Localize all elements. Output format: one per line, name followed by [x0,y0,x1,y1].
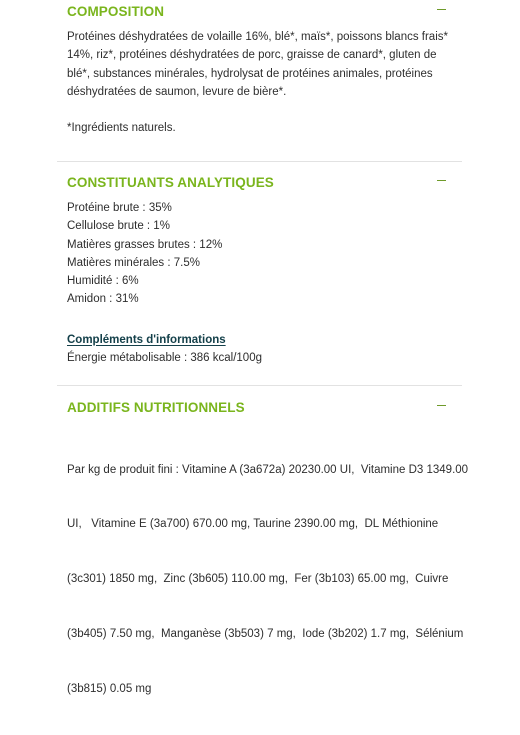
constituant-item: Amidon : 31% [67,293,139,306]
collapse-minus-icon[interactable] [437,9,446,10]
section-divider [57,161,462,162]
composition-body [57,28,462,137]
additifs-line: Par kg de produit fini : Vitamine A (3a672a) 20230.00 UI, Vitamine D3 1349.00 [67,463,469,476]
section-divider [57,385,462,386]
complements-text: Énergie métabolisable : 386 kcal/100g [67,352,262,365]
constituants-header[interactable] [57,171,462,197]
constituants-section [57,171,462,367]
constituant-item: Protéine brute : 35% [67,202,172,214]
composition-title: COMPOSITION [67,4,165,19]
collapse-minus-icon[interactable] [437,405,446,406]
constituants-body [57,199,462,367]
additifs-section [57,396,469,735]
additifs-body [57,424,469,735]
composition-line: déshydratées de saumon, levure de bière*. [67,85,287,98]
constituants-title: CONSTITUANTS ANALYTIQUES [67,175,274,190]
composition-note: *Ingrédients naturels. [67,122,176,135]
additifs-header[interactable] [57,396,462,422]
additifs-line: (3b405) 7.50 mg, Manganèse (3b503) 7 mg, Iode (3b202) 1.7 mg, Sélénium [67,628,464,641]
additifs-title: ADDITIFS NUTRITIONNELS [67,400,245,415]
composition-line: 14%, riz*, protéines déshydratées de porc, graisse de canard*, gluten de [67,49,437,62]
composition-section [57,0,462,137]
additifs-line: UI, Vitamine E (3a700) 670.00 mg, Taurine 2390.00 mg, DL Méthionine [67,518,439,531]
composition-line: blé*, substances minérales, hydrolysat de protéines animales, protéines [67,67,433,80]
composition-line: Protéines déshydratées de volaille 16%, blé*, maïs*, poissons blancs frais* [67,31,448,43]
additifs-line: (3c301) 1850 mg, Zinc (3b605) 110.00 mg, Fer (3b103) 65.00 mg, Cuivre [67,573,449,586]
constituant-item: Matières grasses brutes : 12% [67,238,223,251]
constituant-item: Humidité : 6% [67,275,139,288]
constituant-item: Matières minérales : 7.5% [67,256,200,269]
additifs-line: (3b815) 0.05 mg [67,683,152,696]
constituant-item: Cellulose brute : 1% [67,220,170,233]
collapse-minus-icon[interactable] [437,180,446,181]
composition-header[interactable] [57,0,462,26]
complements-title: Compléments d'informations [67,333,226,346]
